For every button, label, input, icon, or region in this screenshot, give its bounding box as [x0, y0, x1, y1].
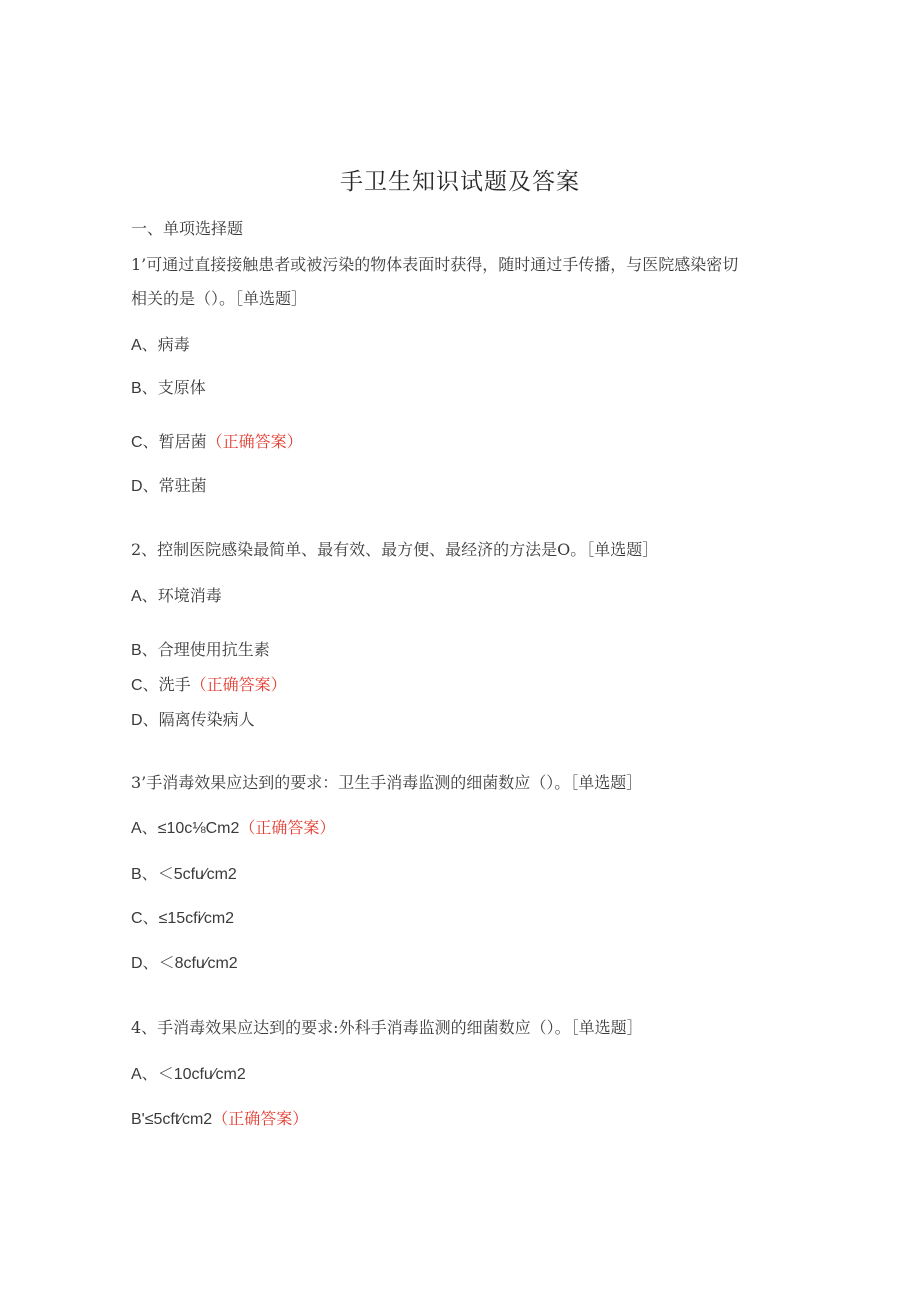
question-1-option-c	[131, 432, 303, 453]
question-1-option-d	[131, 476, 207, 497]
question-3-stem: 3’手消毒效果应达到的要求：卫生手消毒监测的细菌数应（）。［单选题］	[131, 773, 643, 792]
question-3-option-d	[131, 953, 238, 974]
question-1-option-b	[131, 378, 206, 399]
option-letter: B、	[131, 380, 158, 397]
question-2-option-a	[131, 586, 222, 607]
section-heading: 一、单项选择题	[131, 219, 244, 238]
option-text: ≤10c⅛Cm2	[157, 820, 240, 837]
question-3-option-c	[131, 908, 234, 929]
option-letter: D、	[131, 955, 159, 972]
question-4-option-b	[131, 1109, 308, 1130]
option-text: 隔离传染病人	[158, 710, 255, 729]
option-letter: A、	[131, 1066, 158, 1083]
option-letter: D、	[131, 712, 159, 729]
option-text: ≤5cft∕cm2	[144, 1111, 213, 1128]
question-2-option-d	[131, 710, 255, 731]
correct-answer-mark: （正确答案）	[239, 818, 336, 837]
question-3-option-b	[131, 864, 237, 885]
option-text: 支原体	[157, 378, 206, 397]
option-letter: B'	[131, 1111, 145, 1128]
option-letter: D、	[131, 478, 159, 495]
question-3-option-a	[131, 818, 335, 839]
option-letter: C、	[131, 677, 159, 694]
option-letter: A、	[131, 820, 158, 837]
option-text: 常驻菌	[158, 476, 207, 495]
option-text: ＜5cfu∕cm2	[157, 866, 237, 883]
option-text: 暂居菌	[158, 432, 207, 451]
option-text: 合理使用抗生素	[157, 640, 270, 659]
option-letter: B、	[131, 866, 158, 883]
page-title: 手卫生知识试题及答案	[340, 169, 580, 195]
option-text: 环境消毒	[157, 586, 222, 605]
question-2-option-b	[131, 640, 270, 661]
option-letter: C、	[131, 910, 159, 927]
question-1-stem-line-1: 1’可通过直接接触患者或被污染的物体表面时获得，随时通过手传播，与医院感染密切	[131, 255, 739, 274]
option-text: ≤15cfi∕cm2	[158, 910, 235, 927]
question-4-stem: 4、手消毒效果应达到的要求:外科手消毒监测的细菌数应（）。［单选题］	[131, 1018, 643, 1037]
correct-answer-mark: （正确答案）	[190, 675, 287, 694]
question-1-stem-line-2: 相关的是（）。［单选题］	[131, 289, 308, 308]
option-text: ＜10cfu∕cm2	[157, 1066, 246, 1083]
option-letter: C、	[131, 434, 159, 451]
question-4-option-a	[131, 1064, 246, 1085]
option-text: 病毒	[157, 335, 190, 354]
option-letter: A、	[131, 588, 158, 605]
option-text: ＜8cfu∕cm2	[158, 955, 238, 972]
option-letter: A、	[131, 337, 158, 354]
correct-answer-mark: （正确答案）	[206, 432, 303, 451]
question-2-stem: 2、控制医院感染最简单、最有效、最方便、最经济的方法是O。［单选题］	[131, 540, 659, 559]
option-letter: B、	[131, 642, 158, 659]
question-1-option-a	[131, 335, 190, 356]
question-2-option-c	[131, 675, 287, 696]
correct-answer-mark: （正确答案）	[212, 1109, 309, 1128]
option-text: 洗手	[158, 675, 191, 694]
